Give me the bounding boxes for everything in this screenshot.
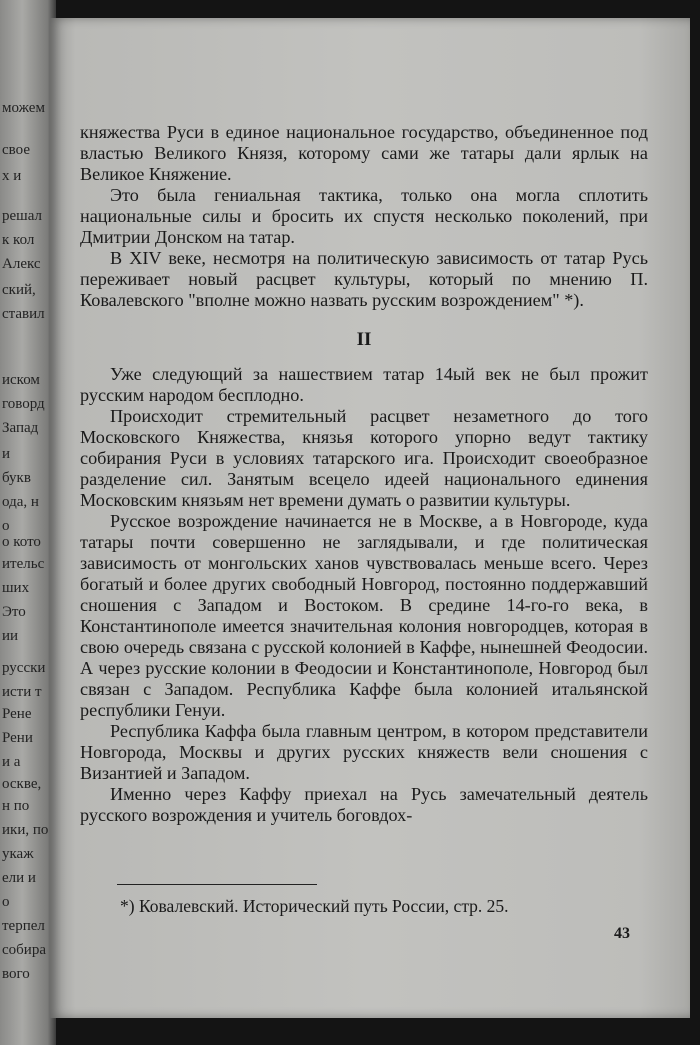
left-fragment: собира bbox=[2, 942, 46, 958]
left-fragment: Рене bbox=[2, 706, 32, 722]
paragraph: Именно через Каффу приехал на Русь замечательный деятель русского возрождения и учитель боговдох- bbox=[80, 784, 648, 825]
left-fragment: Алекс bbox=[2, 256, 41, 272]
left-fragment: Это bbox=[2, 604, 26, 620]
left-fragment: говорд bbox=[2, 396, 45, 412]
left-fragment: свое bbox=[2, 142, 30, 158]
left-fragment: иском bbox=[2, 372, 40, 388]
paragraph: Республика Каффа была главным центром, в котором представители Новгорода, Москвы и других русских княжеств вели сношения с Византией и Западом. bbox=[80, 721, 648, 783]
left-fragment: укаж bbox=[2, 846, 34, 862]
left-fragment: о кото bbox=[2, 534, 41, 550]
footnote: *) Ковалевский. Исторический путь России, стр. 25. bbox=[120, 896, 509, 916]
left-fragment: Рени bbox=[2, 730, 33, 746]
left-fragment: терпел bbox=[2, 918, 45, 934]
paragraph: Русское возрождение начинается не в Москве, а в Новгороде, куда татары почти совершенно не заглядывали, и где политическая зависимость от монгольских ханов чувствовалась меньше всего. Через богатый и более других свободный Новгород, постоянно поддержавший сношения с Западом и Востоком. В средине 14-го-го века, в Константинополе имеется значительная колония новгородцев, которая в свою очередь связана с русской колонией в Каффе, нынешней Феодосии. А через русские колонии в Феодосии и Константинополе, Новгород был связан с Западом. Республика Каффе была колонией итальянской республики Генуи. bbox=[80, 511, 648, 720]
left-fragment: ших bbox=[2, 580, 30, 596]
left-fragment: ода, н bbox=[2, 494, 39, 510]
left-fragment: ики, по bbox=[2, 822, 49, 838]
left-fragment: вого bbox=[2, 966, 30, 982]
left-fragment: ии bbox=[2, 628, 19, 644]
left-fragment: о bbox=[2, 518, 10, 534]
left-fragment: и bbox=[2, 446, 11, 462]
footnote-rule bbox=[117, 884, 317, 885]
paragraph: княжества Руси в единое национальное государство, объединенное под властью Великого Князя, которому сами же татары дали ярлык на Великое Княжение. bbox=[80, 122, 648, 184]
left-fragment: ский, bbox=[2, 282, 36, 298]
left-fragment: к кол bbox=[2, 232, 35, 248]
book-page bbox=[50, 18, 690, 1018]
left-fragment: можем bbox=[2, 100, 45, 116]
left-fragment: исти т bbox=[2, 684, 42, 700]
left-fragment: русски bbox=[2, 660, 46, 676]
left-fragment: н по bbox=[2, 798, 30, 814]
left-fragment: и а bbox=[2, 754, 21, 770]
left-fragment: о bbox=[2, 894, 10, 910]
left-fragment: решал bbox=[2, 208, 42, 224]
left-page-edge bbox=[0, 0, 56, 1045]
left-fragment: х и bbox=[2, 168, 22, 184]
section-heading: II bbox=[356, 329, 372, 350]
left-fragment: букв bbox=[2, 470, 31, 486]
page-number: 43 bbox=[614, 925, 630, 942]
left-fragment: оскве, bbox=[2, 776, 42, 792]
left-fragment: ставил bbox=[2, 306, 45, 322]
paragraph: В XIV веке, несмотря на политическую зависимость от татар Русь переживает новый расцвет культуры, который по мнению П. Ковалевского "вполне можно назвать русским возрождением" *). bbox=[80, 248, 648, 310]
left-fragment: ели и bbox=[2, 870, 36, 886]
left-fragment: ительс bbox=[2, 556, 45, 572]
paragraph: Это была гениальная тактика, только она могла сплотить национальные силы и бросить их спустя несколько поколений, при Дмитрии Донском на татар. bbox=[80, 185, 648, 247]
paragraph: Уже следующий за нашествием татар 14ый век не был прожит русским народом бесплодно. bbox=[80, 364, 648, 405]
paragraph: Происходит стремительный расцвет незаметного до того Московского Княжества, князья которого упорно ведут тактику собирания Руси в условиях татарского ига. Происходит своеобразное разделение сил. Занятым всецело идеей национального единения Московским князьям нет времени думать о развитии культуры. bbox=[80, 406, 648, 510]
left-fragment: Запад bbox=[2, 420, 39, 436]
body-text bbox=[80, 122, 648, 826]
